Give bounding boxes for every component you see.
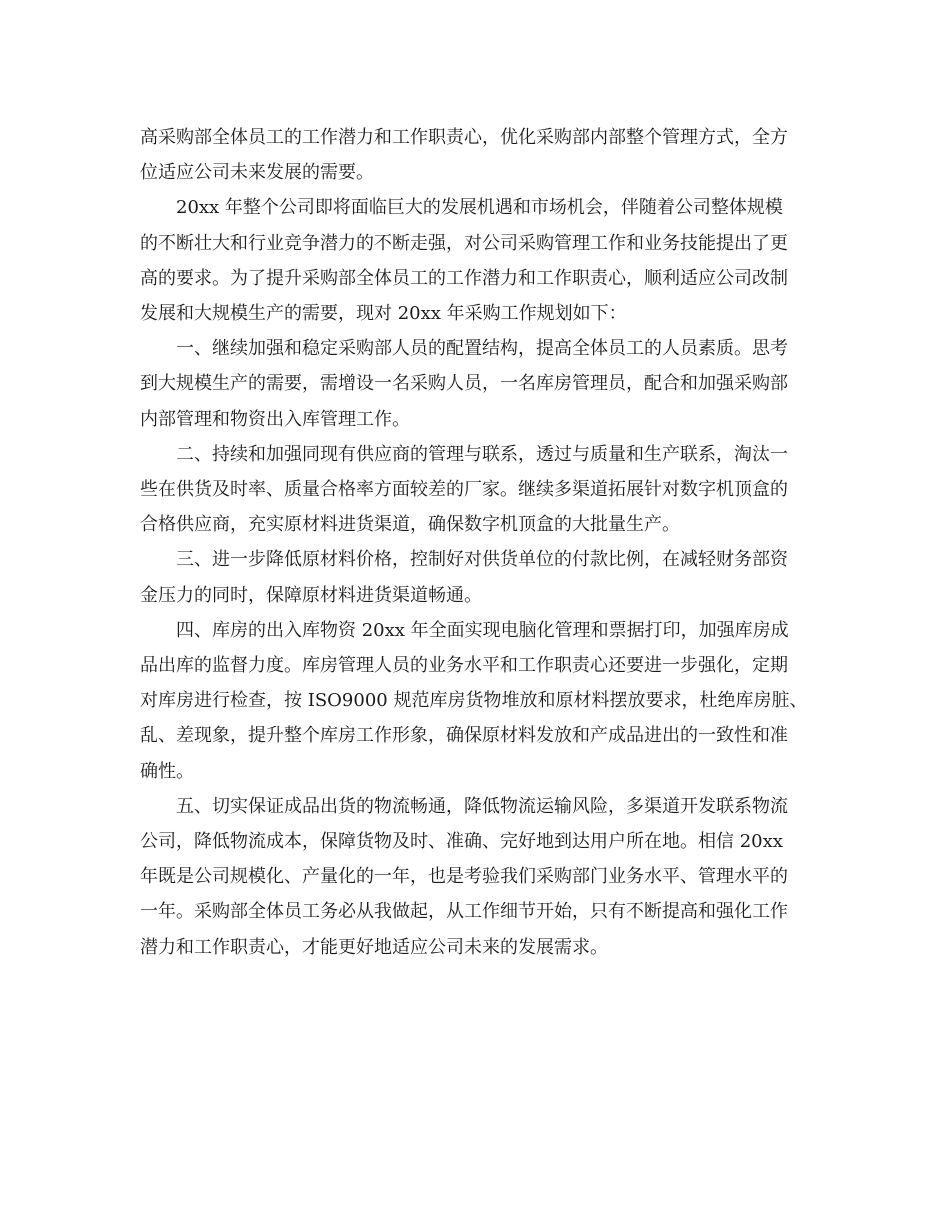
paragraph-item-1: 一、继续加强和稳定采购部人员的配置结构，提高全体员工的人员素质。思考 到大规模生产的需要，需增设一名采购人员，一名库房管理员，配合和加强采购部 内部管理和物资出入库管理工作。	[140, 338, 788, 430]
paragraph-item-5: 五、切实保证成品出货的物流畅通，降低物流运输风险，多渠道开发联系物流 公司，降低物流成本，保障货物及时、准确、完好地到达用户所在地。相信 20xx 年既是公司规模化、产量化的一年，也是考验我们采购部门业务水平、管理水平的 一年。采购部全体员工务必从我做起，从工作细节开始，只有不断提高和强化工作 潜力和工作职责心，才能更好地适应公司未来的发展需求。	[140, 795, 788, 958]
paragraph-intro: 20xx 年整个公司即将面临巨大的发展机遇和市场机会，伴随着公司整体规模 的不断壮大和行业竞争潜力的不断走强，对公司采购管理工作和业务技能提出了更 高的要求。为了提升采购部全体员工的工作潜力和工作职责心，顺利适应公司改制 发展和大规模生产的需要，现对 20xx 年采购工作规划如下：	[140, 197, 788, 325]
paragraph-item-2: 二、持续和加强同现有供应商的管理与联系，透过与质量和生产联系，淘汰一 些在供货及时率、质量合格率方面较差的厂家。继续多渠道拓展针对数字机顶盒的 合格供应商，充实原材料进货渠道，确保数字机顶盒的大批量生产。	[140, 443, 788, 536]
paragraph-item-4: 四、库房的出入库物资 20xx 年全面实现电脑化管理和票据打印，加强库房成 品出库的监督力度。库房管理人员的业务水平和工作职责心还要进一步强化，定期 对库房进行检查，按 ISO9000 规范库房货物堆放和原材料摆放要求，杜绝库房脏、 乱、差现象，提升整个库房工作形象，确保原材料发放和产成品进出的一致性和准 确性。	[140, 619, 808, 782]
document-body	[140, 120, 812, 965]
paragraph-continuation: 高采购部全体员工的工作潜力和工作职责心，优化采购部内部整个管理方式，全方 位适应公司未来发展的需要。	[140, 127, 788, 184]
paragraph-item-3: 三、进一步降低原材料价格，控制好对供货单位的付款比例，在减轻财务部资 金压力的同时，保障原材料进货渠道畅通。	[140, 549, 788, 606]
